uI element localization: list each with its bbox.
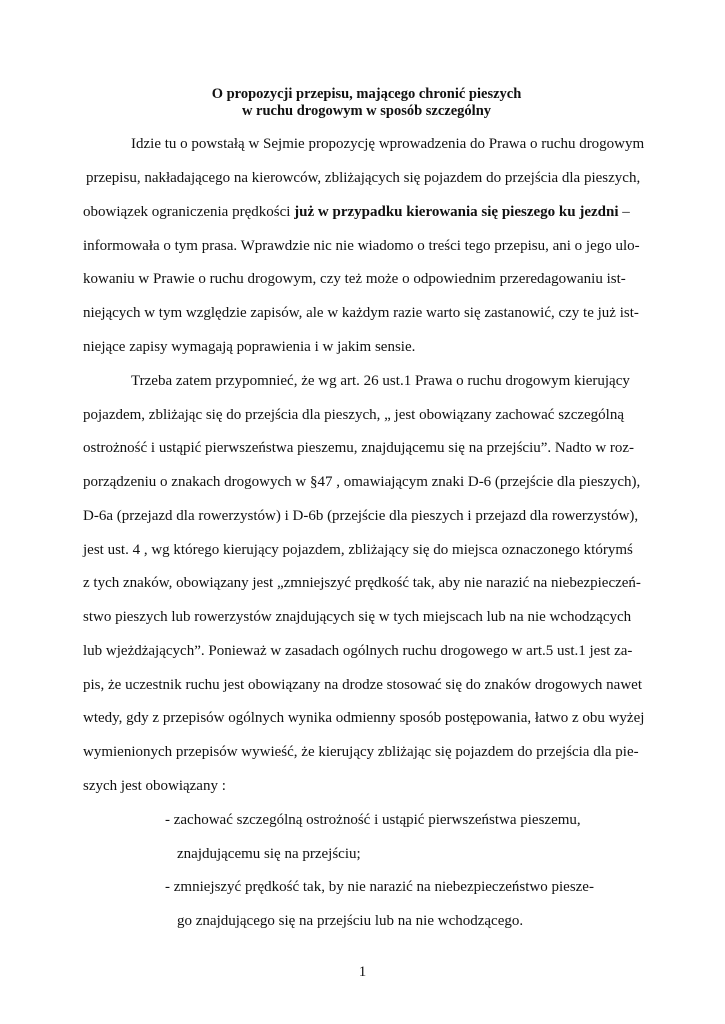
body-line: ostrożność i ustąpić pierwszeństwa pieszemu, znajdującemu się na przejściu”. Nadto w roz- [83, 440, 635, 456]
emphasis-text: już w przypadku kierowania się pieszego ku jezdni [294, 204, 619, 220]
body-line: wymienionych przepisów wywieść, że kierujący zbliżając się pojazdem do przejścia dla pie- [83, 744, 639, 760]
body-line: stwo pieszych lub rowerzystów znajdujących się w tych miejscach lub na nie wchodzących [83, 609, 632, 625]
page-number: 1 [358, 964, 367, 980]
title-line-1: O propozycji przepisu, mającego chronić pieszych [211, 86, 522, 102]
body-line: pojazdem, zbliżając się do przejścia dla pieszych, „ jest obowiązany zachować szczególną [83, 407, 624, 423]
list-item: - zachować szczególną ostrożność i ustąpić pierwszeństwa pieszemu, [165, 812, 581, 828]
body-line: pis, że uczestnik ruchu jest obowiązany na drodze stosować się do znaków drogowych nawet [83, 677, 642, 693]
body-line: informowała o tym prasa. Wprawdzie nic nie wiadomo o treści tego przepisu, ani o jego ulo- [83, 238, 640, 254]
line-text-post: – [618, 204, 630, 220]
list-item: - zmniejszyć prędkość tak, by nie narazić na niebezpieczeństwo piesze- [165, 879, 594, 895]
body-line: szych jest obowiązany : [83, 778, 226, 794]
body-line: Trzeba zatem przypomnieć, że wg art. 26 ust.1 Prawa o ruchu drogowym kierujący [131, 373, 630, 389]
body-line: kowaniu w Prawie o ruchu drogowym, czy też może o odpowiednim przeredagowaniu ist- [83, 271, 626, 287]
body-line: D-6a (przejazd dla rowerzystów) i D-6b (przejście dla pieszych i przejazd dla rowerzystów), [83, 508, 639, 524]
list-item-continuation: znajdującemu się na przejściu; [177, 846, 361, 862]
body-line: przepisu, nakładającego na kierowców, zbliżających się pojazdem do przejścia dla pieszych, [86, 170, 641, 186]
body-line: jest ust. 4 , wg którego kierujący pojazdem, zbliżający się do miejsca oznaczonego którymś [83, 542, 633, 558]
title-line-2: w ruchu drogowym w sposób szczególny [241, 103, 492, 119]
body-line: niejących w tym względzie zapisów, ale w każdym razie warto się zastanowić, czy te już ist- [83, 305, 639, 321]
line-text-pre: obowiązek ograniczenia prędkości [83, 204, 295, 220]
document-title [0, 86, 725, 120]
body-line: niejące zapisy wymagają poprawienia i w jakim sensie. [83, 339, 416, 355]
body-line-emphasis [83, 203, 630, 221]
body-line: Idzie tu o powstałą w Sejmie propozycję wprowadzenia do Prawa o ruchu drogowym [131, 136, 645, 152]
body-line: lub wjeżdżających”. Ponieważ w zasadach ogólnych ruchu drogowego w art.5 ust.1 jest za- [83, 643, 633, 659]
body-line: z tych znaków, obowiązany jest „zmniejszyć prędkość tak, aby nie narazić na niebezpieczeń- [83, 575, 641, 591]
body-line: porządzeniu o znakach drogowych w §47 , omawiającym znaki D-6 (przejście dla pieszych), [83, 474, 641, 490]
body-line: wtedy, gdy z przepisów ogólnych wynika odmienny sposób postępowania, łatwo z obu wyżej [83, 710, 645, 726]
list-item-continuation: go znajdującego się na przejściu lub na nie wchodzącego. [177, 913, 524, 929]
